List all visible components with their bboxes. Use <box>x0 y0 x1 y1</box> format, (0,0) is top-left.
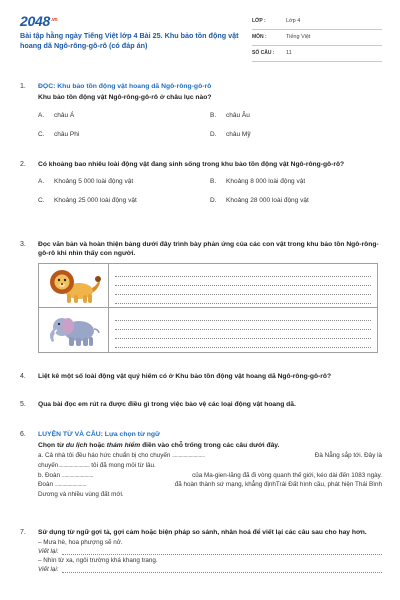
blank[interactable]: ......................... <box>61 471 94 479</box>
meta-label-count: SỐ CÂU : <box>252 50 275 57</box>
dotted-line <box>115 312 371 321</box>
site-logo[interactable]: $2048^{.vn}$ <box>20 13 58 29</box>
question-7 <box>20 528 382 574</box>
section-label-vocab: LUYỆN TỪ VÀ CÂU: Lựa chọn từ ngữ <box>38 431 160 438</box>
question-2 <box>20 160 382 206</box>
question-1 <box>20 82 382 140</box>
question-text: Đọc văn bản và hoàn thiện bảng dưới đây trình bày phản ứng của các con vật trong khu bảo tồn Ngô-rông-gô-rô khi nhìn thấy con người. <box>38 241 379 258</box>
question-5 <box>20 400 382 409</box>
page-title: Bài tập hằng ngày Tiếng Việt lớp 4 Bài 25. Khu bảo tồn động vật hoang dã Ngô-rông-gô-rô (có đáp án) <box>20 31 239 50</box>
dotted-line <box>115 277 371 286</box>
worksheet-header <box>20 12 382 60</box>
rewrite-line-2[interactable]: Viết lại: <box>38 566 382 575</box>
question-number: 5. <box>20 401 26 408</box>
section-label-reading: ĐỌC: Khu bảo tồn động vật hoang dã Ngô-rông-gô-rô <box>38 83 212 90</box>
question-number: 2. <box>20 161 26 168</box>
meta-label-subject: MÔN : <box>252 34 267 41</box>
question-text: Liệt kê một số loài động vật quý hiếm có ở Khu bảo tồn động vật hoang dã Ngô-rông-gô-rô? <box>38 373 332 380</box>
option-d[interactable]: D. Khoảng 28 000 loài động vật <box>210 196 309 204</box>
meta-box <box>252 14 382 62</box>
option-d[interactable]: D. châu Mỹ <box>210 130 251 138</box>
option-c[interactable]: C. châu Phi <box>38 130 80 138</box>
meta-label-grade: LỚP : <box>252 18 266 25</box>
sentence-1: – Mưa hè, hoa phượng sẽ nở. <box>38 539 123 547</box>
question-number: 3. <box>20 241 26 248</box>
question-4 <box>20 372 382 381</box>
lion-image <box>39 264 109 307</box>
option-a[interactable]: A. Khoảng 5 000 loài động vật <box>38 178 134 186</box>
question-text: Khu bảo tồn động vật Ngô-rông-gô-rô ở châu lục nào? <box>38 94 212 102</box>
answer-lines[interactable] <box>109 264 377 307</box>
meta-value-subject: Tiếng Việt <box>286 33 311 40</box>
blank[interactable]: ......................... <box>58 461 90 469</box>
question-instruction: Chọn từ du lịch hoặc thám hiểm điền vào chỗ trống trong các câu dưới đây. <box>38 442 280 450</box>
meta-row-count <box>252 46 382 62</box>
dotted-line <box>115 286 371 295</box>
answer-lines[interactable] <box>109 308 377 352</box>
table-row <box>39 308 377 352</box>
option-b[interactable]: B. châu Âu <box>210 112 250 120</box>
meta-value-grade: Lớp 4 <box>286 17 301 24</box>
sentence-a: a. Cả nhà tôi đều háo hức chuẩn bị cho chuyến .......................... Đà Nẵng sắp tới. Đây là chuyến......................... tôi đã mong mỏi từ lâu. <box>38 452 382 469</box>
rewrite-line-1[interactable]: Viết lại: <box>38 548 382 557</box>
meta-value-count: 11 <box>286 49 292 56</box>
sentence-b: b. Đoàn ......................... của Ma-gien-lăng đã đi vòng quanh thế giới, kéo dài đến 1083 ngày. Đoàn ......................... đã hoàn thành sứ mạng, khẳng địnhTrái Đất hình cầu, phát hiện Thái Bình Dương và nhiều vùng đất mới. <box>38 471 382 499</box>
question-text: Có khoảng bao nhiêu loài động vật đang sinh sống trong khu bảo tồn động vật Ngô-rông-gô-rô? <box>38 161 345 168</box>
table-row <box>39 264 377 308</box>
option-b[interactable]: B. Khoảng 8 000 loài động vật <box>210 178 306 186</box>
question-text: Sử dụng từ ngữ gợi tả, gợi cảm hoặc biện pháp so sánh, nhân hoá để viết lại các câu sau cho hay hơn. <box>38 529 367 536</box>
dotted-line <box>115 268 371 277</box>
dotted-line <box>115 330 371 339</box>
blank[interactable]: .......................... <box>172 452 205 460</box>
blank[interactable]: ......................... <box>54 481 87 489</box>
question-text: Qua bài đọc em rút ra được điều gì trong việc bảo vệ các loại động vật hoang dã. <box>38 401 296 408</box>
elephant-image <box>39 308 109 352</box>
option-c[interactable]: C. Khoảng 25 000 loài động vật <box>38 196 137 204</box>
meta-row-subject <box>252 30 382 46</box>
question-6 <box>20 430 382 500</box>
dotted-line <box>115 339 371 348</box>
question-number: 7. <box>20 529 26 536</box>
dotted-line <box>115 295 371 304</box>
question-number: 6. <box>20 431 26 438</box>
question-3 <box>20 240 382 353</box>
dotted-line <box>115 321 371 330</box>
question-number: 4. <box>20 373 26 380</box>
answer-table <box>38 263 378 353</box>
lion-icon <box>45 267 103 305</box>
elephant-icon <box>45 311 103 349</box>
sentence-2: – Nhìn từ xa, ngôi trường khá khang trang. <box>38 557 158 565</box>
question-number: 1. <box>20 83 26 90</box>
option-a[interactable]: A. châu Á <box>38 112 75 120</box>
meta-row-grade <box>252 14 382 30</box>
